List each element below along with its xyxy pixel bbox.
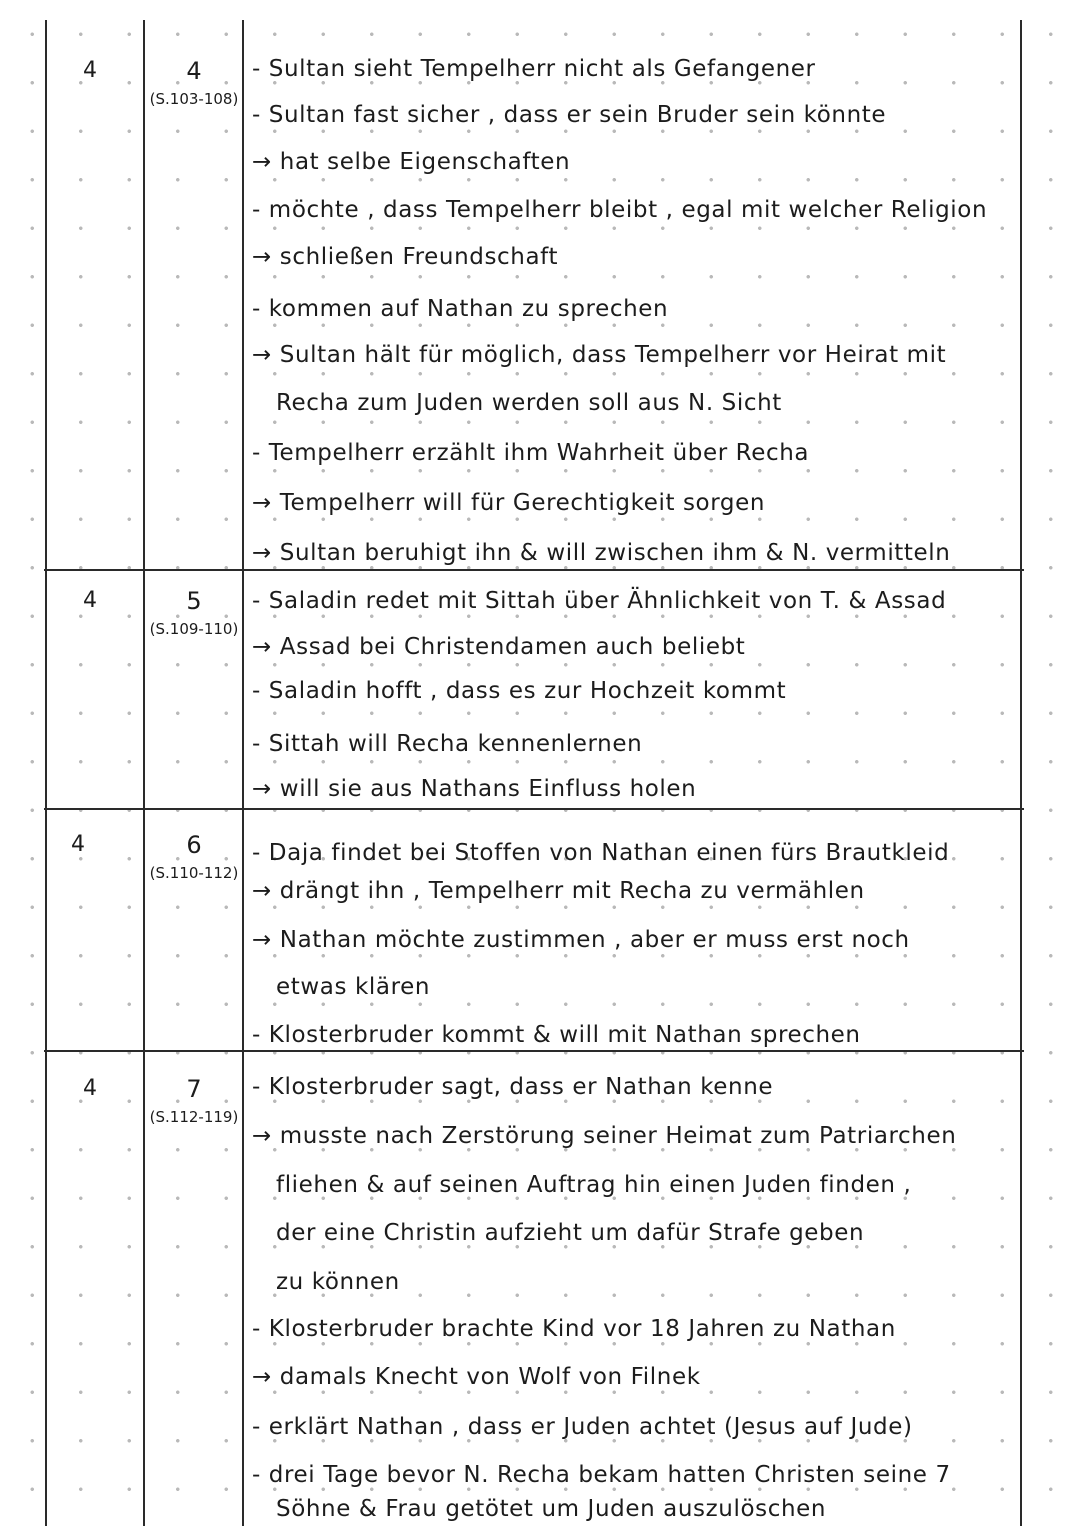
note-line: - Sultan fast sicher , dass er sein Bruder sein könnte xyxy=(252,102,887,128)
scene-cell xyxy=(146,586,242,638)
scene-pages: (S.112-119) xyxy=(149,1108,239,1126)
scene-number: 5 xyxy=(186,587,202,615)
note-line: - Saladin redet mit Sittah über Ähnlichkeit von T. & Assad xyxy=(252,588,947,614)
note-line: → schließen Freundschaft xyxy=(252,244,559,270)
scene-pages: (S.103-108) xyxy=(149,90,239,108)
act-number: 4 xyxy=(83,1076,97,1101)
row-divider xyxy=(44,569,1024,571)
note-line: - Saladin hofft , dass es zur Hochzeit kommt xyxy=(252,678,787,704)
scene-number: 7 xyxy=(186,1075,202,1103)
act-number: 4 xyxy=(83,588,97,613)
note-line: - Klosterbruder brachte Kind vor 18 Jahren zu Nathan xyxy=(252,1316,896,1342)
note-line: - erklärt Nathan , dass er Juden achtet (Jesus auf Jude) xyxy=(252,1414,913,1440)
note-line: → Nathan möchte zustimmen , aber er muss erst noch xyxy=(252,927,910,953)
note-line: - drei Tage bevor N. Recha bekam hatten Christen seine 7 xyxy=(252,1462,951,1488)
note-line: Recha zum Juden werden soll aus N. Sicht xyxy=(276,390,782,416)
note-line: zu können xyxy=(276,1269,400,1295)
note-line: - Sittah will Recha kennenlernen xyxy=(252,731,643,757)
column-line-scene xyxy=(242,20,244,1526)
note-line: fliehen & auf seinen Auftrag hin einen Juden finden , xyxy=(276,1172,912,1198)
column-line-left xyxy=(45,20,47,1526)
scene-cell xyxy=(146,830,242,882)
scene-cell xyxy=(146,1074,242,1126)
note-line: der eine Christin aufzieht um dafür Strafe geben xyxy=(276,1220,865,1246)
note-line: → Sultan beruhigt ihn & will zwischen ihm & N. vermitteln xyxy=(252,540,951,566)
scene-number: 4 xyxy=(186,57,202,85)
act-number: 4 xyxy=(83,58,97,83)
note-line: - Klosterbruder sagt, dass er Nathan kenne xyxy=(252,1074,774,1100)
scene-pages: (S.110-112) xyxy=(149,864,239,882)
column-line-right xyxy=(1020,20,1022,1526)
note-line: → musste nach Zerstörung seiner Heimat zum Patriarchen xyxy=(252,1123,957,1149)
note-line: → will sie aus Nathans Einfluss holen xyxy=(252,776,697,802)
note-line: - Tempelherr erzählt ihm Wahrheit über Recha xyxy=(252,440,810,466)
scene-cell xyxy=(146,56,242,108)
row-divider xyxy=(44,1050,1024,1052)
note-line: - kommen auf Nathan zu sprechen xyxy=(252,296,669,322)
scene-pages: (S.109-110) xyxy=(149,620,239,638)
scene-number: 6 xyxy=(186,831,202,859)
note-line: → Sultan hält für möglich, dass Tempelherr vor Heirat mit xyxy=(252,342,947,368)
note-line: etwas klären xyxy=(276,974,431,1000)
note-line: - Klosterbruder kommt & will mit Nathan sprechen xyxy=(252,1022,861,1048)
note-line: → hat selbe Eigenschaften xyxy=(252,149,571,175)
column-line-act xyxy=(143,20,145,1526)
note-line: - möchte , dass Tempelherr bleibt , egal mit welcher Religion xyxy=(252,197,988,223)
note-line: → Tempelherr will für Gerechtigkeit sorgen xyxy=(252,490,766,516)
note-line: → damals Knecht von Wolf von Filnek xyxy=(252,1364,701,1390)
row-divider xyxy=(44,808,1024,810)
note-line: Söhne & Frau getötet um Juden auszulöschen xyxy=(276,1496,827,1522)
note-line: → Assad bei Christendamen auch beliebt xyxy=(252,634,746,660)
note-line: - Daja findet bei Stoffen von Nathan einen fürs Brautkleid xyxy=(252,840,950,866)
note-line: - Sultan sieht Tempelherr nicht als Gefangener xyxy=(252,56,816,82)
act-number: 4 xyxy=(71,832,85,857)
note-line: → drängt ihn , Tempelherr mit Recha zu vermählen xyxy=(252,878,865,904)
